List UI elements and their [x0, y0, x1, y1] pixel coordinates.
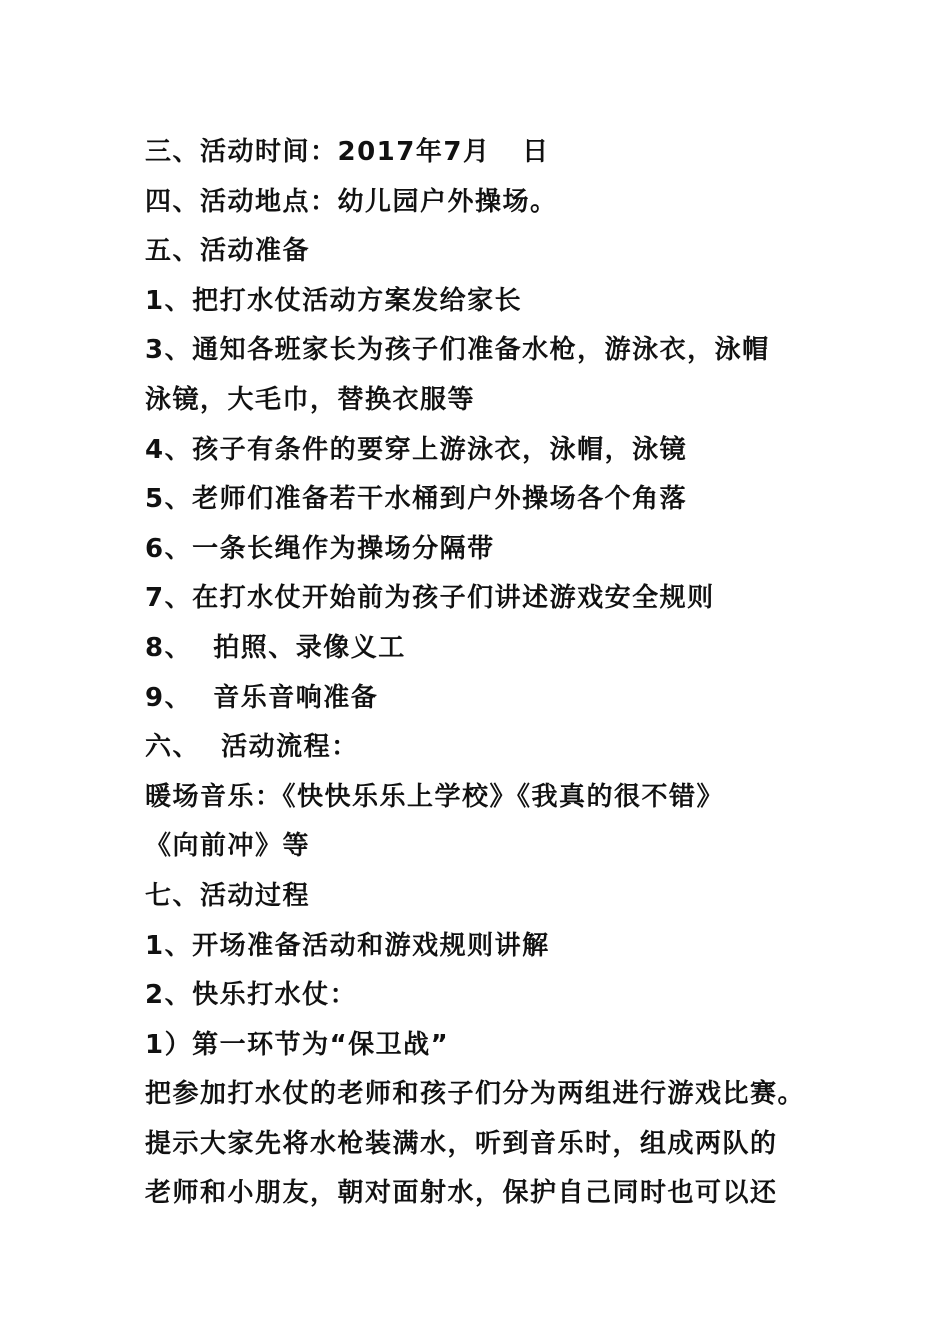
text-line-process-2-1: 1）第一环节为“保卫战” [145, 1029, 450, 1060]
text-line-warmup-music-cont: 《向前冲》等 [145, 831, 311, 862]
paragraph-line-2: 提示大家先将水枪装满水，听到音乐时，组成两队的 [145, 1128, 778, 1159]
paragraph-line-3: 老师和小朋友，朝对面射水，保护自己同时也可以还 [145, 1178, 778, 1209]
section-heading-flow: 六、 活动流程： [145, 732, 359, 763]
text-line-process-2: 2、快乐打水仗： [145, 980, 358, 1011]
text-line-prep-3-cont: 泳镜，大毛巾，替换衣服等 [145, 384, 476, 415]
text-line-prep-9: 9、 音乐音响准备 [145, 682, 379, 713]
text-line-activity-location: 四、活动地点：幼儿园户外操场。 [145, 186, 558, 217]
text-line-warmup-music: 暖场音乐：《快快乐乐上学校》《我真的很不错》 [145, 781, 725, 812]
text-line-prep-7: 7、在打水仗开始前为孩子们讲述游戏安全规则 [145, 583, 715, 614]
document-body [145, 128, 845, 1219]
text-line-prep-4: 4、孩子有条件的要穿上游泳衣，泳帽，泳镜 [145, 434, 688, 465]
text-line-process-1: 1、开场准备活动和游戏规则讲解 [145, 930, 550, 961]
text-line-prep-1: 1、把打水仗活动方案发给家长 [145, 285, 523, 316]
section-heading-preparation: 五、活动准备 [145, 236, 311, 267]
text-line-activity-time: 三、活动时间：2017年7月 日 [145, 137, 550, 167]
text-line-prep-8: 8、 拍照、录像义工 [145, 632, 406, 663]
text-line-prep-5: 5、老师们准备若干水桶到户外操场各个角落 [145, 484, 688, 515]
text-line-prep-6: 6、一条长绳作为操场分隔带 [145, 533, 495, 564]
paragraph-line-1: 把参加打水仗的老师和孩子们分为两组进行游戏比赛。 [145, 1079, 806, 1110]
section-heading-process: 七、活动过程 [145, 880, 311, 911]
text-line-prep-3: 3、通知各班家长为孩子们准备水枪，游泳衣，泳帽 [145, 335, 770, 366]
